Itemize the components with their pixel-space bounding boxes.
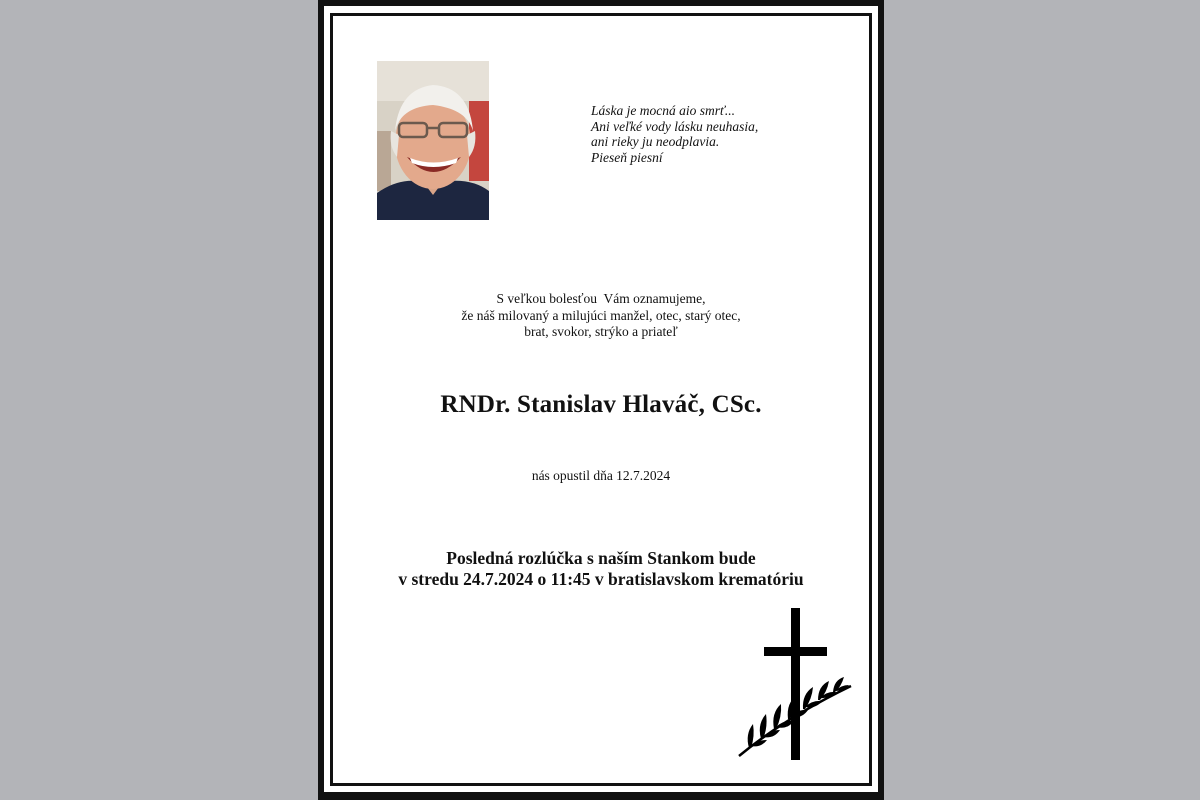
- death-date-notice: nás opustil dňa 12.7.2024: [531, 468, 671, 483]
- quote-line: Ani veľké vody lásku neuhasia,: [591, 118, 759, 134]
- farewell-details: [330, 548, 872, 590]
- cross-with-palm-branch-icon: [735, 606, 857, 764]
- quote-source: Pieseň piesní: [591, 149, 663, 165]
- deceased-name: RNDr. Stanislav Hlaváč, CSc.: [440, 391, 762, 418]
- farewell-line: v stredu 24.7.2024 o 11:45 v bratislavskom krematóriu: [398, 569, 804, 589]
- announcement-line: S veľkou bolesťou Vám oznamujeme,: [496, 291, 706, 306]
- announcement-line: že náš milovaný a milujúci manžel, otec, starý otec,: [461, 307, 741, 323]
- announcement: [330, 291, 872, 341]
- quote-line: Láska je mocná aio smrť...: [591, 103, 736, 118]
- portrait-photo: [377, 61, 489, 220]
- quote-block: [591, 103, 851, 165]
- announcement-line: brat, svokor, strýko a priateľ: [524, 324, 678, 339]
- farewell-line: Posledná rozlúčka s naším Stankom bude: [446, 548, 756, 568]
- quote-line: ani rieky ju neodplavia.: [591, 134, 720, 149]
